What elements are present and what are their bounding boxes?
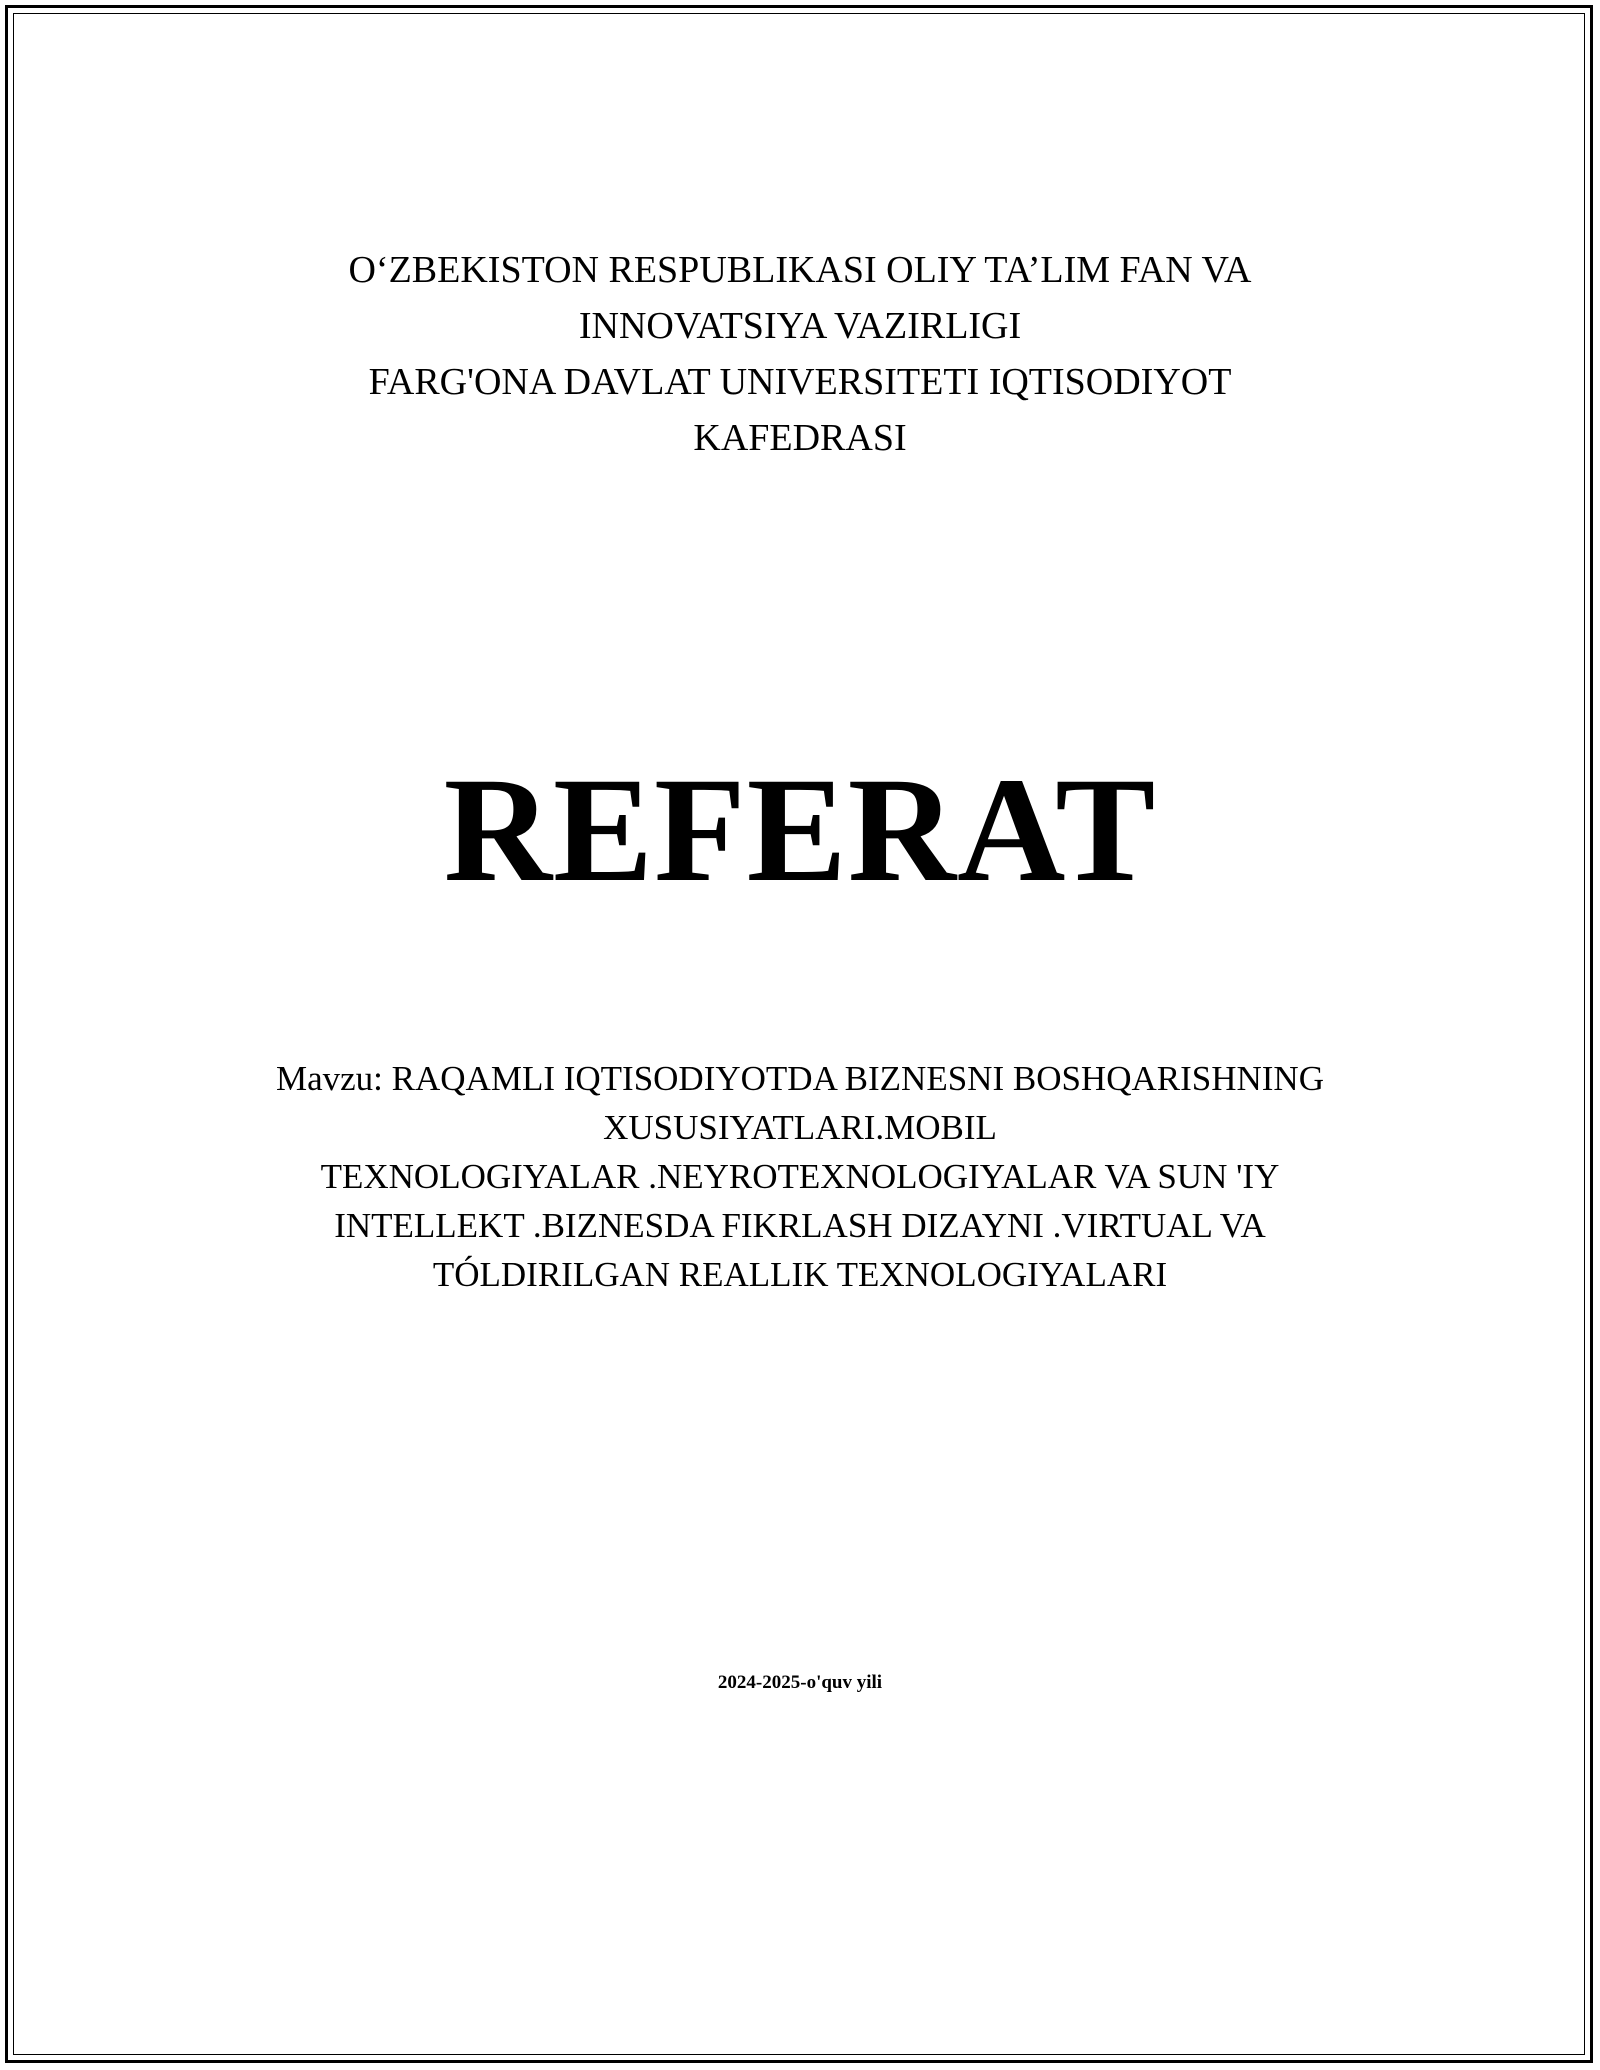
header-line: KAFEDRASI <box>693 417 907 459</box>
topic-block <box>0 1054 1600 1299</box>
header-line: FARG'ONA DAVLAT UNIVERSITETI IQTISODIYOT <box>368 361 1232 403</box>
header-line: INNOVATSIYA VAZIRLIGI <box>578 305 1022 347</box>
topic-line: TEXNOLOGIYALAR .NEYROTEXNOLOGIYALAR VA SUN 'IY <box>320 1157 1280 1196</box>
topic-line: INTELLEKT .BIZNESDA FIKRLASH DIZAYNI .VIRTUAL VA <box>334 1206 1266 1245</box>
institution-header <box>0 242 1600 466</box>
topic-line: TÓLDIRILGAN REALLIK TEXNOLOGIYALARI <box>432 1255 1168 1294</box>
document-title: REFERAT <box>443 747 1157 913</box>
topic-line: XUSUSIYATLARI.MOBIL <box>603 1108 997 1147</box>
topic-line: Mavzu: RAQAMLI IQTISODIYOTDA BIZNESNI BOSHQARISHNING <box>275 1059 1324 1098</box>
header-line: O‘ZBEKISTON RESPUBLIKASI OLIY TA’LIM FAN VA <box>348 249 1252 291</box>
academic-year: 2024-2025-o'quv yili <box>717 1672 883 1693</box>
